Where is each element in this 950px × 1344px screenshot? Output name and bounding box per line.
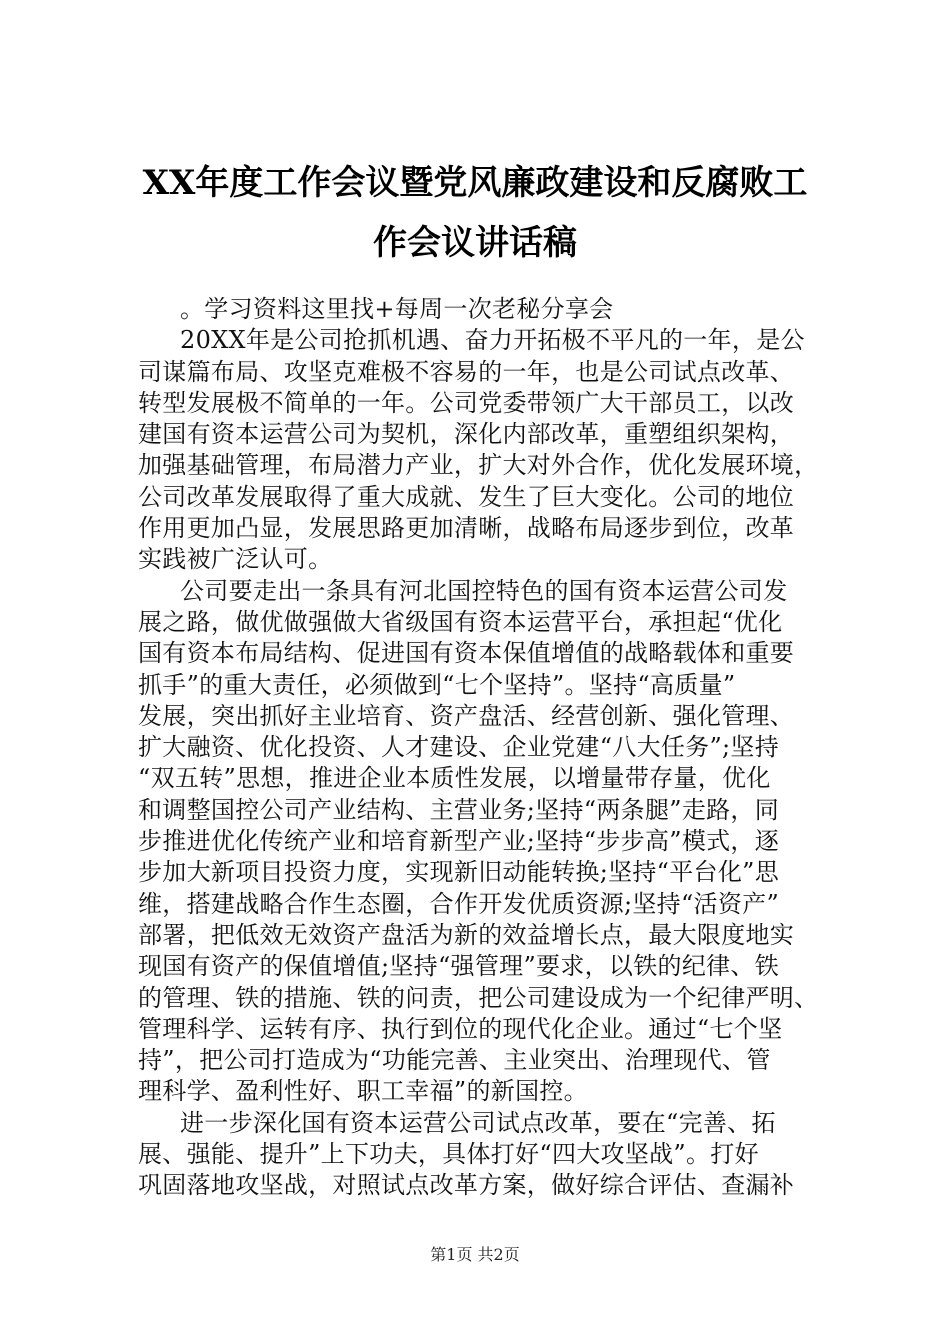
text-line: 持”，把公司打造成为“功能完善、主业突出、治理现代、管: [138, 1046, 771, 1075]
text-line: 展、强能、提升”上下功夫，具体打好“四大攻坚战”。打好: [138, 1140, 759, 1169]
text-line: 作用更加凸显，发展思路更加清晰，战略布局逐步到位，改革: [138, 514, 795, 543]
text-line: 展之路，做优做强做大省级国有资本运营平台，承担起“优化: [138, 607, 783, 636]
text-line: 实践被广泛认可。: [138, 545, 333, 574]
text-line: 加强基础管理，布局潜力产业，扩大对外合作，优化发展环境，: [138, 451, 819, 480]
text-line: 维，搭建战略合作生态圈，合作开发优质资源;坚持“活资产”: [138, 889, 780, 918]
text-line: 现国有资产的保值增值;坚持“强管理”要求，以铁的纪律、铁: [138, 952, 780, 981]
text-line: 发展，突出抓好主业培育、资产盘活、经营创新、强化管理、: [138, 701, 795, 730]
text-line: 和调整国控公司产业结构、主营业务;坚持“两条腿”走路，同: [138, 795, 780, 824]
text-line: 建国有资本运营公司为契机，深化内部改革，重塑组织架构，: [138, 420, 795, 449]
text-line: 司谋篇布局、攻坚克难极不容易的一年，也是公司试点改革、: [138, 357, 795, 386]
text-line: 公司改革发展取得了重大成就、发生了巨大变化。公司的地位: [138, 482, 795, 511]
text-line: 公司要走出一条具有河北国控特色的国有资本运营公司发: [180, 576, 788, 605]
text-line: 的管理、铁的措施、铁的问责，把公司建设成为一个纪律严明、: [138, 983, 819, 1012]
document-body: [138, 294, 838, 1202]
text-line: 巩固落地攻坚战，对照试点改革方案，做好综合评估、查漏补: [138, 1171, 795, 1200]
text-line: 20XX年是公司抢抓机遇、奋力开拓极不平凡的一年，是公: [180, 326, 805, 355]
text-line: 步推进优化传统产业和培育新型产业;坚持“步步高”模式，逐: [138, 827, 780, 856]
text-line: 扩大融资、优化投资、人才建设、企业党建“八大任务”;坚持: [138, 733, 780, 762]
text-line: “双五转”思想，推进企业本质性发展，以增量带存量，优化: [138, 764, 771, 793]
text-line: 转型发展极不简单的一年。公司党委带领广大干部员工，以改: [138, 388, 795, 417]
page-number-footer: 第1页 共2页: [430, 1245, 520, 1264]
text-line: 管理科学、运转有序、执行到位的现代化企业。通过“七个坚: [138, 1014, 783, 1043]
text-line: 国有资本布局结构、促进国有资本保值增值的战略载体和重要: [138, 639, 795, 668]
text-line: 进一步深化国有资本运营公司试点改革，要在“完善、拓: [180, 1108, 776, 1137]
document-title-line-1: XX年度工作会议暨党风廉政建设和反腐败工: [142, 163, 808, 203]
text-line: 。学习资料这里找+每周一次老秘分享会: [180, 295, 614, 323]
text-line: 部署，把低效无效资产盘活为新的效益增长点，最大限度地实: [138, 920, 795, 949]
document-title-line-2: 作会议讲话稿: [373, 223, 577, 263]
text-line: 步加大新项目投资力度，实现新旧动能转换;坚持“平台化”思: [138, 858, 780, 887]
text-line: 抓手”的重大责任，必须做到“七个坚持”。坚持“高质量”: [138, 670, 736, 699]
text-line: 理科学、盈利性好、职工幸福”的新国控。: [138, 1077, 588, 1106]
